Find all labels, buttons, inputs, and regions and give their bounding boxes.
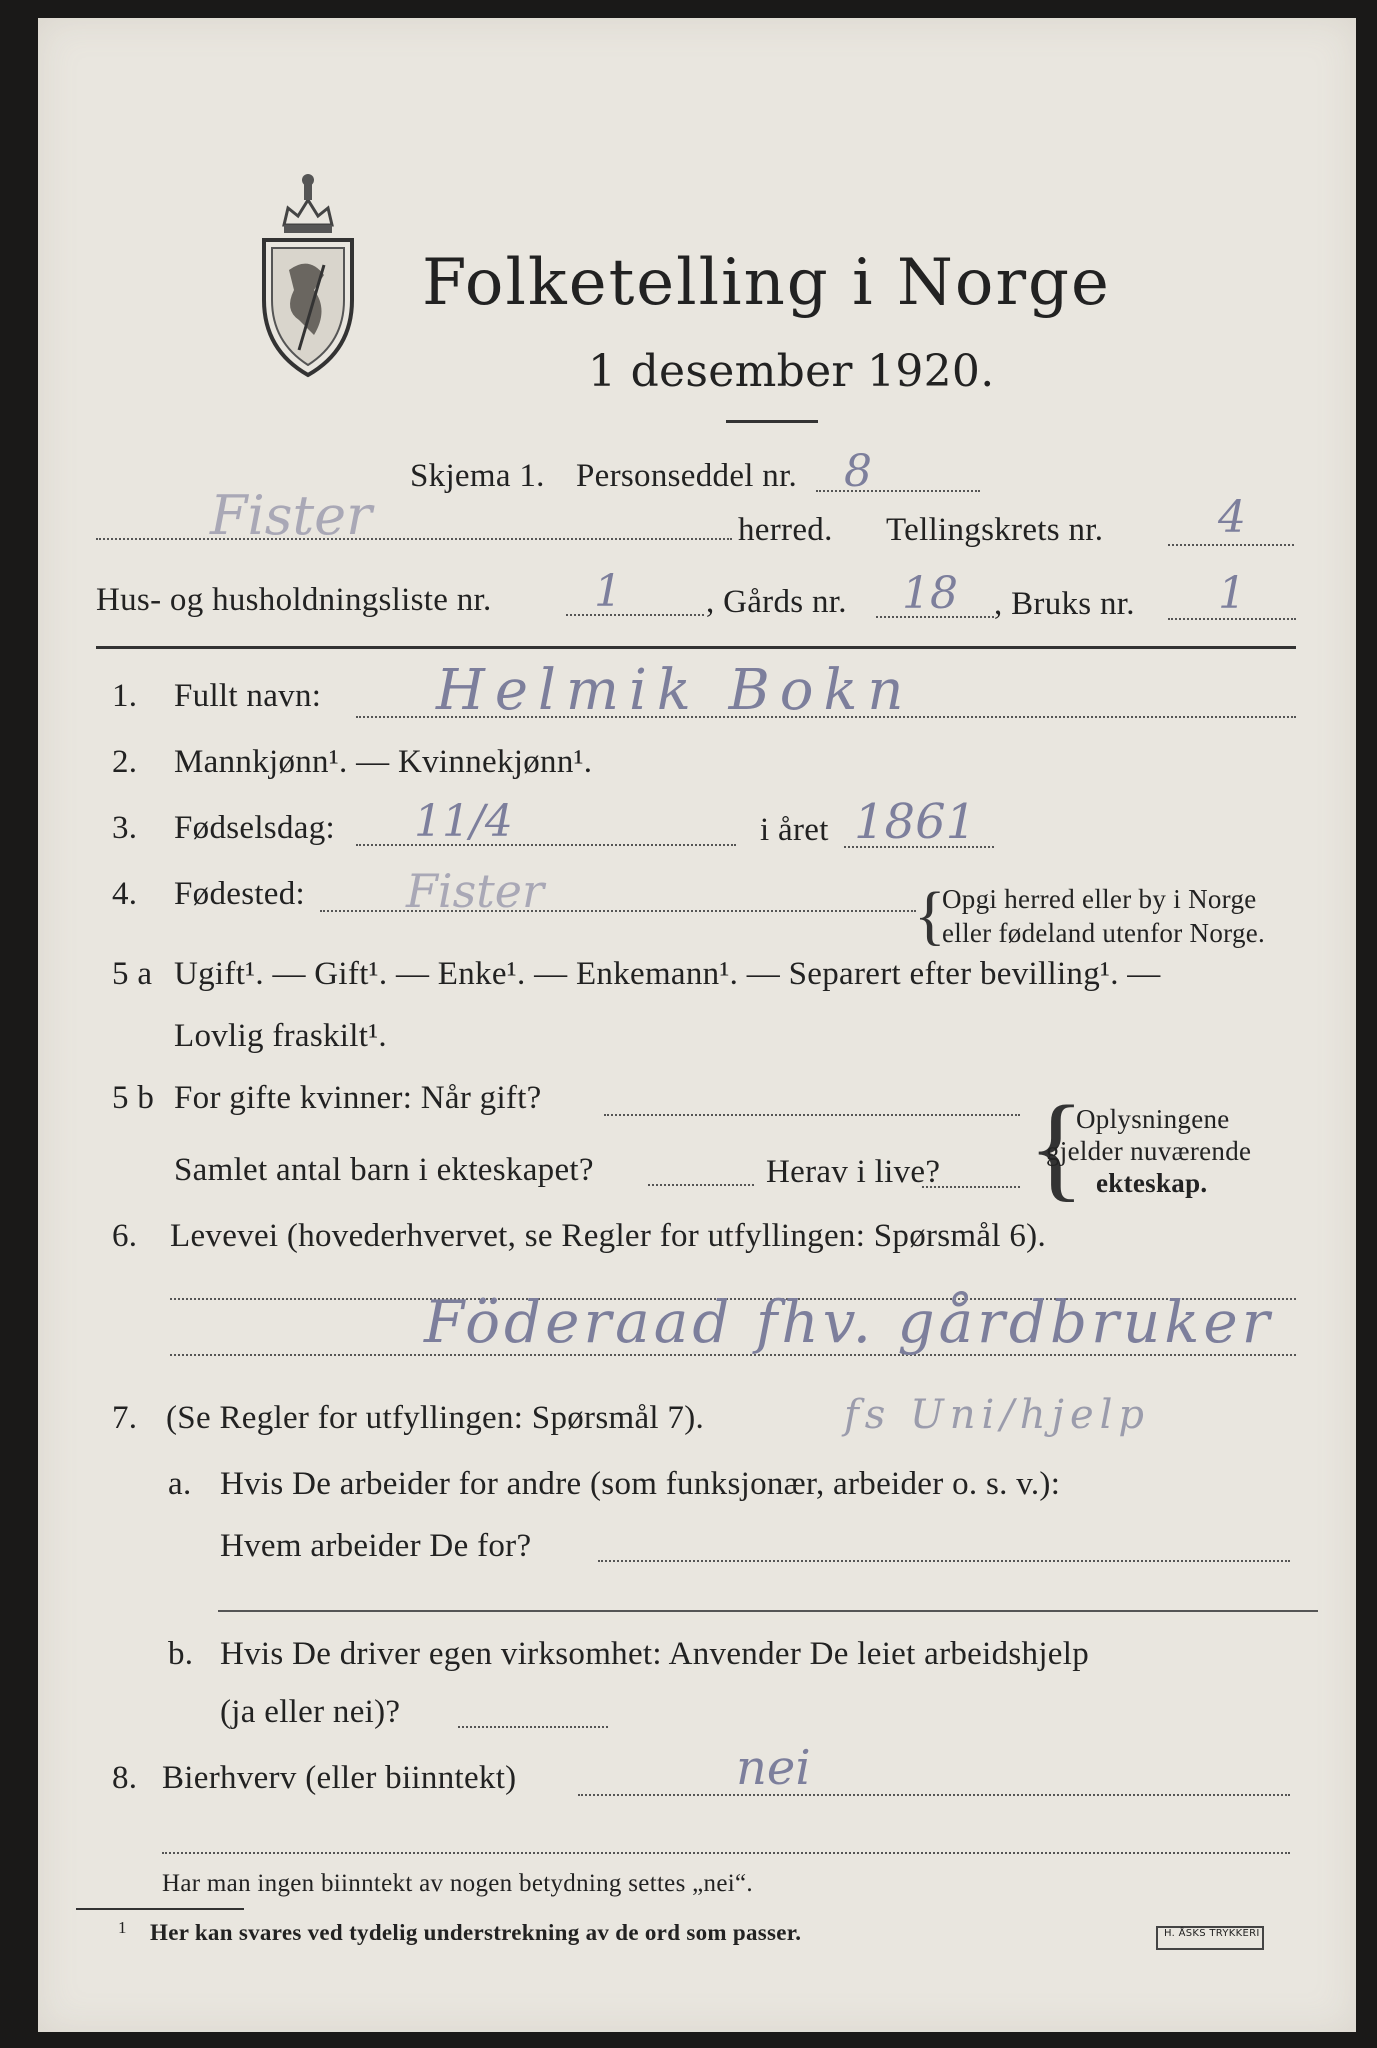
income-note: Har man ingen biinntekt av nogen betydning settes „nei“. — [162, 1870, 753, 1897]
hus-field[interactable] — [566, 614, 704, 616]
employer-label: Hvem arbeider De for? — [220, 1528, 532, 1564]
q4-label: Fødested: — [174, 876, 306, 912]
birthplace-value: Fister — [406, 864, 544, 918]
q8-number: 8. — [112, 1760, 138, 1796]
tellingskrets-field[interactable] — [1168, 544, 1294, 546]
year-label: i året — [760, 812, 829, 848]
footnote-mark: 1 — [118, 1918, 127, 1937]
marriage-note-line2: gjelder nuværende — [1046, 1136, 1252, 1166]
q1-number: 1. — [112, 678, 138, 714]
side-income-field-1[interactable] — [578, 1794, 1290, 1796]
q6-number: 6. — [112, 1218, 138, 1254]
q7a-question: Hvis De arbeider for andre (som funksjonær, arbeider o. s. v.): — [220, 1466, 1061, 1502]
census-form-page — [38, 18, 1356, 2032]
children-count-label: Samlet antal barn i ekteskapet? — [174, 1152, 594, 1188]
hired-help-label: (ja eller nei)? — [220, 1694, 401, 1730]
census-date: 1 desember 1920. — [588, 346, 995, 397]
q7b-letter: b. — [168, 1636, 194, 1672]
birthplace-note-line2: eller fødeland utenfor Norge. — [942, 918, 1266, 948]
side-income-label: Bierhverv (eller biinntekt) — [162, 1760, 517, 1796]
hus-value: 1 — [594, 566, 622, 617]
marriage-note-line3: ekteskap. — [1096, 1168, 1208, 1198]
personseddel-field[interactable] — [816, 490, 980, 492]
birth-year-value: 1861 — [854, 794, 977, 850]
hus-label: Hus- og husholdningsliste nr. — [96, 582, 492, 618]
marital-status-options-cont[interactable]: Lovlig fraskilt¹. — [174, 1018, 387, 1054]
q5b-number: 5 b — [112, 1080, 155, 1116]
employer-field-2[interactable] — [218, 1610, 1318, 1612]
herred-value: Fister — [210, 484, 372, 547]
married-date-label: For gifte kvinner: Når gift? — [174, 1080, 542, 1116]
full-name-value: Helmik Bokn — [436, 658, 914, 723]
q3-number: 3. — [112, 810, 138, 846]
birthday-field[interactable] — [356, 844, 736, 846]
footnote-text: Her kan svares ved tydelig understrekning av de ord som passer. — [150, 1920, 802, 1945]
title-divider — [726, 420, 818, 423]
children-alive-label: Herav i live? — [766, 1154, 941, 1190]
q1-label: Fullt navn: — [174, 678, 322, 714]
q7a-letter: a. — [168, 1466, 192, 1502]
coat-of-arms-icon — [254, 170, 362, 380]
side-income-field-2[interactable] — [162, 1852, 1290, 1854]
birthday-value: 11/4 — [414, 796, 513, 847]
printer-stamp-text: H. ÅSKS TRYKKERI — [1164, 1928, 1260, 1939]
q3-label: Fødselsdag: — [174, 810, 335, 846]
gards-value: 18 — [902, 568, 958, 619]
q5a-number: 5 a — [112, 956, 153, 992]
occupation-label: Levevei (hovederhvervet, se Regler for utfyllingen: Spørsmål 6). — [170, 1218, 1047, 1254]
gards-label: , Gårds nr. — [706, 584, 847, 620]
footnote-divider — [76, 1908, 244, 1910]
personseddel-label: Personseddel nr. — [576, 458, 798, 494]
birthplace-note-brace: { — [914, 879, 946, 952]
birthplace-note-line1: Opgi herred eller by i Norge — [942, 884, 1257, 914]
marital-status-options[interactable]: Ugift¹. — Gift¹. — Enke¹. — Enkemann¹. — Separert efter bevilling¹. — — [174, 956, 1161, 992]
q7-number: 7. — [112, 1400, 138, 1436]
herred-label: herred. — [738, 512, 833, 548]
bruks-value: 1 — [1218, 568, 1246, 619]
bruks-label: , Bruks nr. — [994, 586, 1135, 622]
header-separator — [96, 646, 1296, 649]
employer-field-1[interactable] — [598, 1560, 1290, 1562]
form-title: Folketelling i Norge — [422, 246, 1111, 320]
q4-number: 4. — [112, 876, 138, 912]
herred-field[interactable] — [96, 538, 732, 540]
q2-number: 2. — [112, 744, 138, 780]
children-count-field[interactable] — [648, 1184, 754, 1186]
q7-label: (Se Regler for utfyllingen: Spørsmål 7). — [166, 1400, 705, 1436]
personseddel-value: 8 — [844, 446, 872, 497]
hired-help-field[interactable] — [458, 1726, 608, 1728]
q7-annotation: fs Uni/hjelp — [844, 1392, 1151, 1438]
sex-options[interactable]: Mannkjønn¹. — Kvinnekjønn¹. — [174, 744, 593, 780]
skjema-label: Skjema 1. — [410, 458, 545, 494]
occupation-value: Föderaad fhv. gårdbruker — [424, 1288, 1274, 1356]
tellingskrets-label: Tellingskrets nr. — [886, 512, 1104, 548]
children-alive-field[interactable] — [922, 1186, 1020, 1188]
tellingskrets-value: 4 — [1218, 492, 1246, 543]
marriage-note-line1: Oplysningene — [1076, 1104, 1230, 1134]
q7b-question: Hvis De driver egen virksomhet: Anvender De leiet arbeidshjelp — [220, 1636, 1090, 1672]
marriage-note-brace: { — [1028, 1081, 1085, 1212]
married-date-field[interactable] — [604, 1114, 1020, 1116]
side-income-value: nei — [736, 1740, 811, 1796]
